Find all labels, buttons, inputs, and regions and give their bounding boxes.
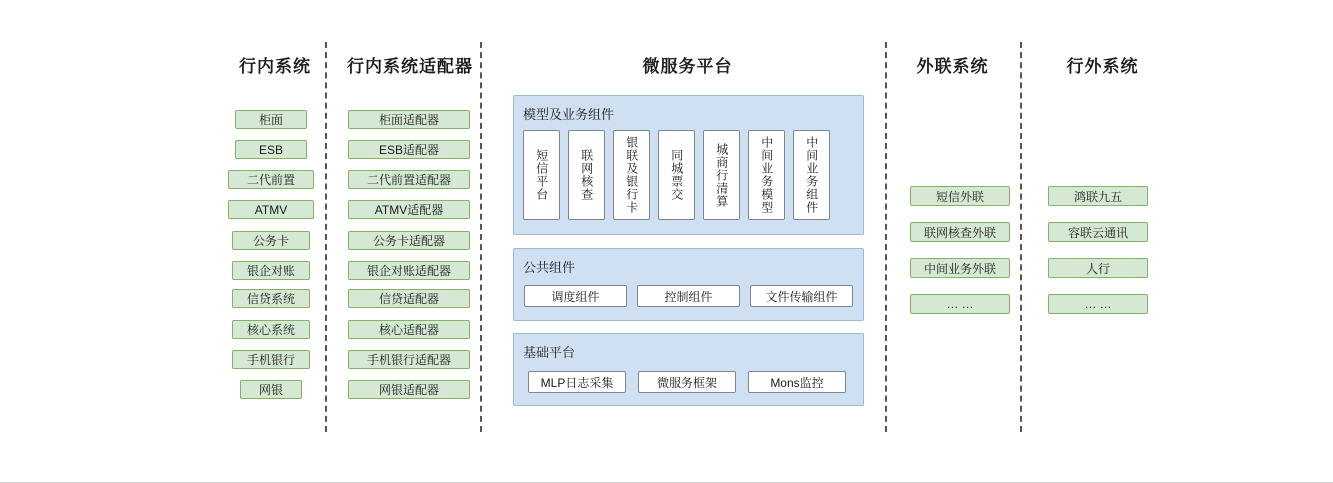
model-component-item[interactable] <box>523 130 560 220</box>
column-title-bank-adapters: 行内系统适配器 <box>347 57 473 76</box>
model-component-item[interactable] <box>568 130 605 220</box>
model-component-item[interactable] <box>703 130 740 220</box>
divider-4 <box>1020 42 1022 432</box>
bank-adapter-item[interactable]: 核心适配器 <box>348 320 470 339</box>
model-component-item[interactable] <box>613 130 650 220</box>
bank-system-item[interactable]: 公务卡 <box>232 231 310 250</box>
column-title-external-link-systems: 外联系统 <box>916 57 989 76</box>
common-component-item[interactable]: 控制组件 <box>637 285 740 307</box>
bank-system-item[interactable]: 手机银行 <box>232 350 310 369</box>
model-component-label: 城商行清算 <box>714 142 729 208</box>
base-platform-item[interactable]: MLP日志采集 <box>528 371 626 393</box>
model-component-label: 中间业务模型 <box>759 136 774 214</box>
outside-system-item[interactable]: 人行 <box>1048 258 1148 278</box>
bank-adapter-item[interactable]: 手机银行适配器 <box>348 350 470 369</box>
panel-model-business-components-label: 模型及业务组件 <box>523 107 615 122</box>
bank-system-item[interactable]: 核心系统 <box>232 320 310 339</box>
outside-system-item[interactable]: 鸿联九五 <box>1048 186 1148 206</box>
column-title-outside-systems: 行外系统 <box>1066 57 1139 76</box>
panel-base-platform-label: 基础平台 <box>523 345 576 360</box>
common-component-item[interactable]: 文件传输组件 <box>750 285 853 307</box>
outside-system-item[interactable]: 容联云通讯 <box>1048 222 1148 242</box>
divider-1 <box>325 42 327 432</box>
model-component-label: 银联及银行卡 <box>624 136 639 214</box>
external-link-system-item[interactable]: … … <box>910 294 1010 314</box>
panel-common-components-label: 公共组件 <box>523 260 576 275</box>
divider-3 <box>885 42 887 432</box>
bank-system-item[interactable]: 柜面 <box>235 110 307 129</box>
bank-system-item[interactable]: ESB <box>235 140 307 159</box>
bank-adapter-item[interactable]: 公务卡适配器 <box>348 231 470 250</box>
divider-2 <box>480 42 482 432</box>
column-title-bank-systems: 行内系统 <box>239 57 311 76</box>
bank-system-item[interactable]: 二代前置 <box>228 170 314 189</box>
model-component-label: 中间业务组件 <box>804 136 819 214</box>
base-platform-item[interactable]: Mons监控 <box>748 371 846 393</box>
bank-adapter-item[interactable]: 银企对账适配器 <box>348 261 470 280</box>
outside-system-item[interactable]: … … <box>1048 294 1148 314</box>
bank-system-item[interactable]: ATMV <box>228 200 314 219</box>
model-component-item[interactable] <box>748 130 785 220</box>
bank-adapter-item[interactable]: 柜面适配器 <box>348 110 470 129</box>
common-component-item[interactable]: 调度组件 <box>524 285 627 307</box>
bank-system-item[interactable]: 网银 <box>240 380 302 399</box>
external-link-system-item[interactable]: 短信外联 <box>910 186 1010 206</box>
external-link-system-item[interactable]: 中间业务外联 <box>910 258 1010 278</box>
model-component-label: 联网核查 <box>579 149 594 201</box>
bank-adapter-item[interactable]: ATMV适配器 <box>348 200 470 219</box>
bank-adapter-item[interactable]: ESB适配器 <box>348 140 470 159</box>
model-component-item[interactable] <box>793 130 830 220</box>
bank-adapter-item[interactable]: 信贷适配器 <box>348 289 470 308</box>
external-link-system-item[interactable]: 联网核查外联 <box>910 222 1010 242</box>
bank-system-item[interactable]: 银企对账 <box>232 261 310 280</box>
base-platform-item[interactable]: 微服务框架 <box>638 371 736 393</box>
bank-system-item[interactable]: 信贷系统 <box>232 289 310 308</box>
model-component-label: 短信平台 <box>534 149 549 201</box>
column-title-microservice-platform: 微服务平台 <box>642 57 733 76</box>
model-component-label: 同城票交 <box>669 149 684 201</box>
model-component-item[interactable] <box>658 130 695 220</box>
bank-adapter-item[interactable]: 网银适配器 <box>348 380 470 399</box>
bank-adapter-item[interactable]: 二代前置适配器 <box>348 170 470 189</box>
